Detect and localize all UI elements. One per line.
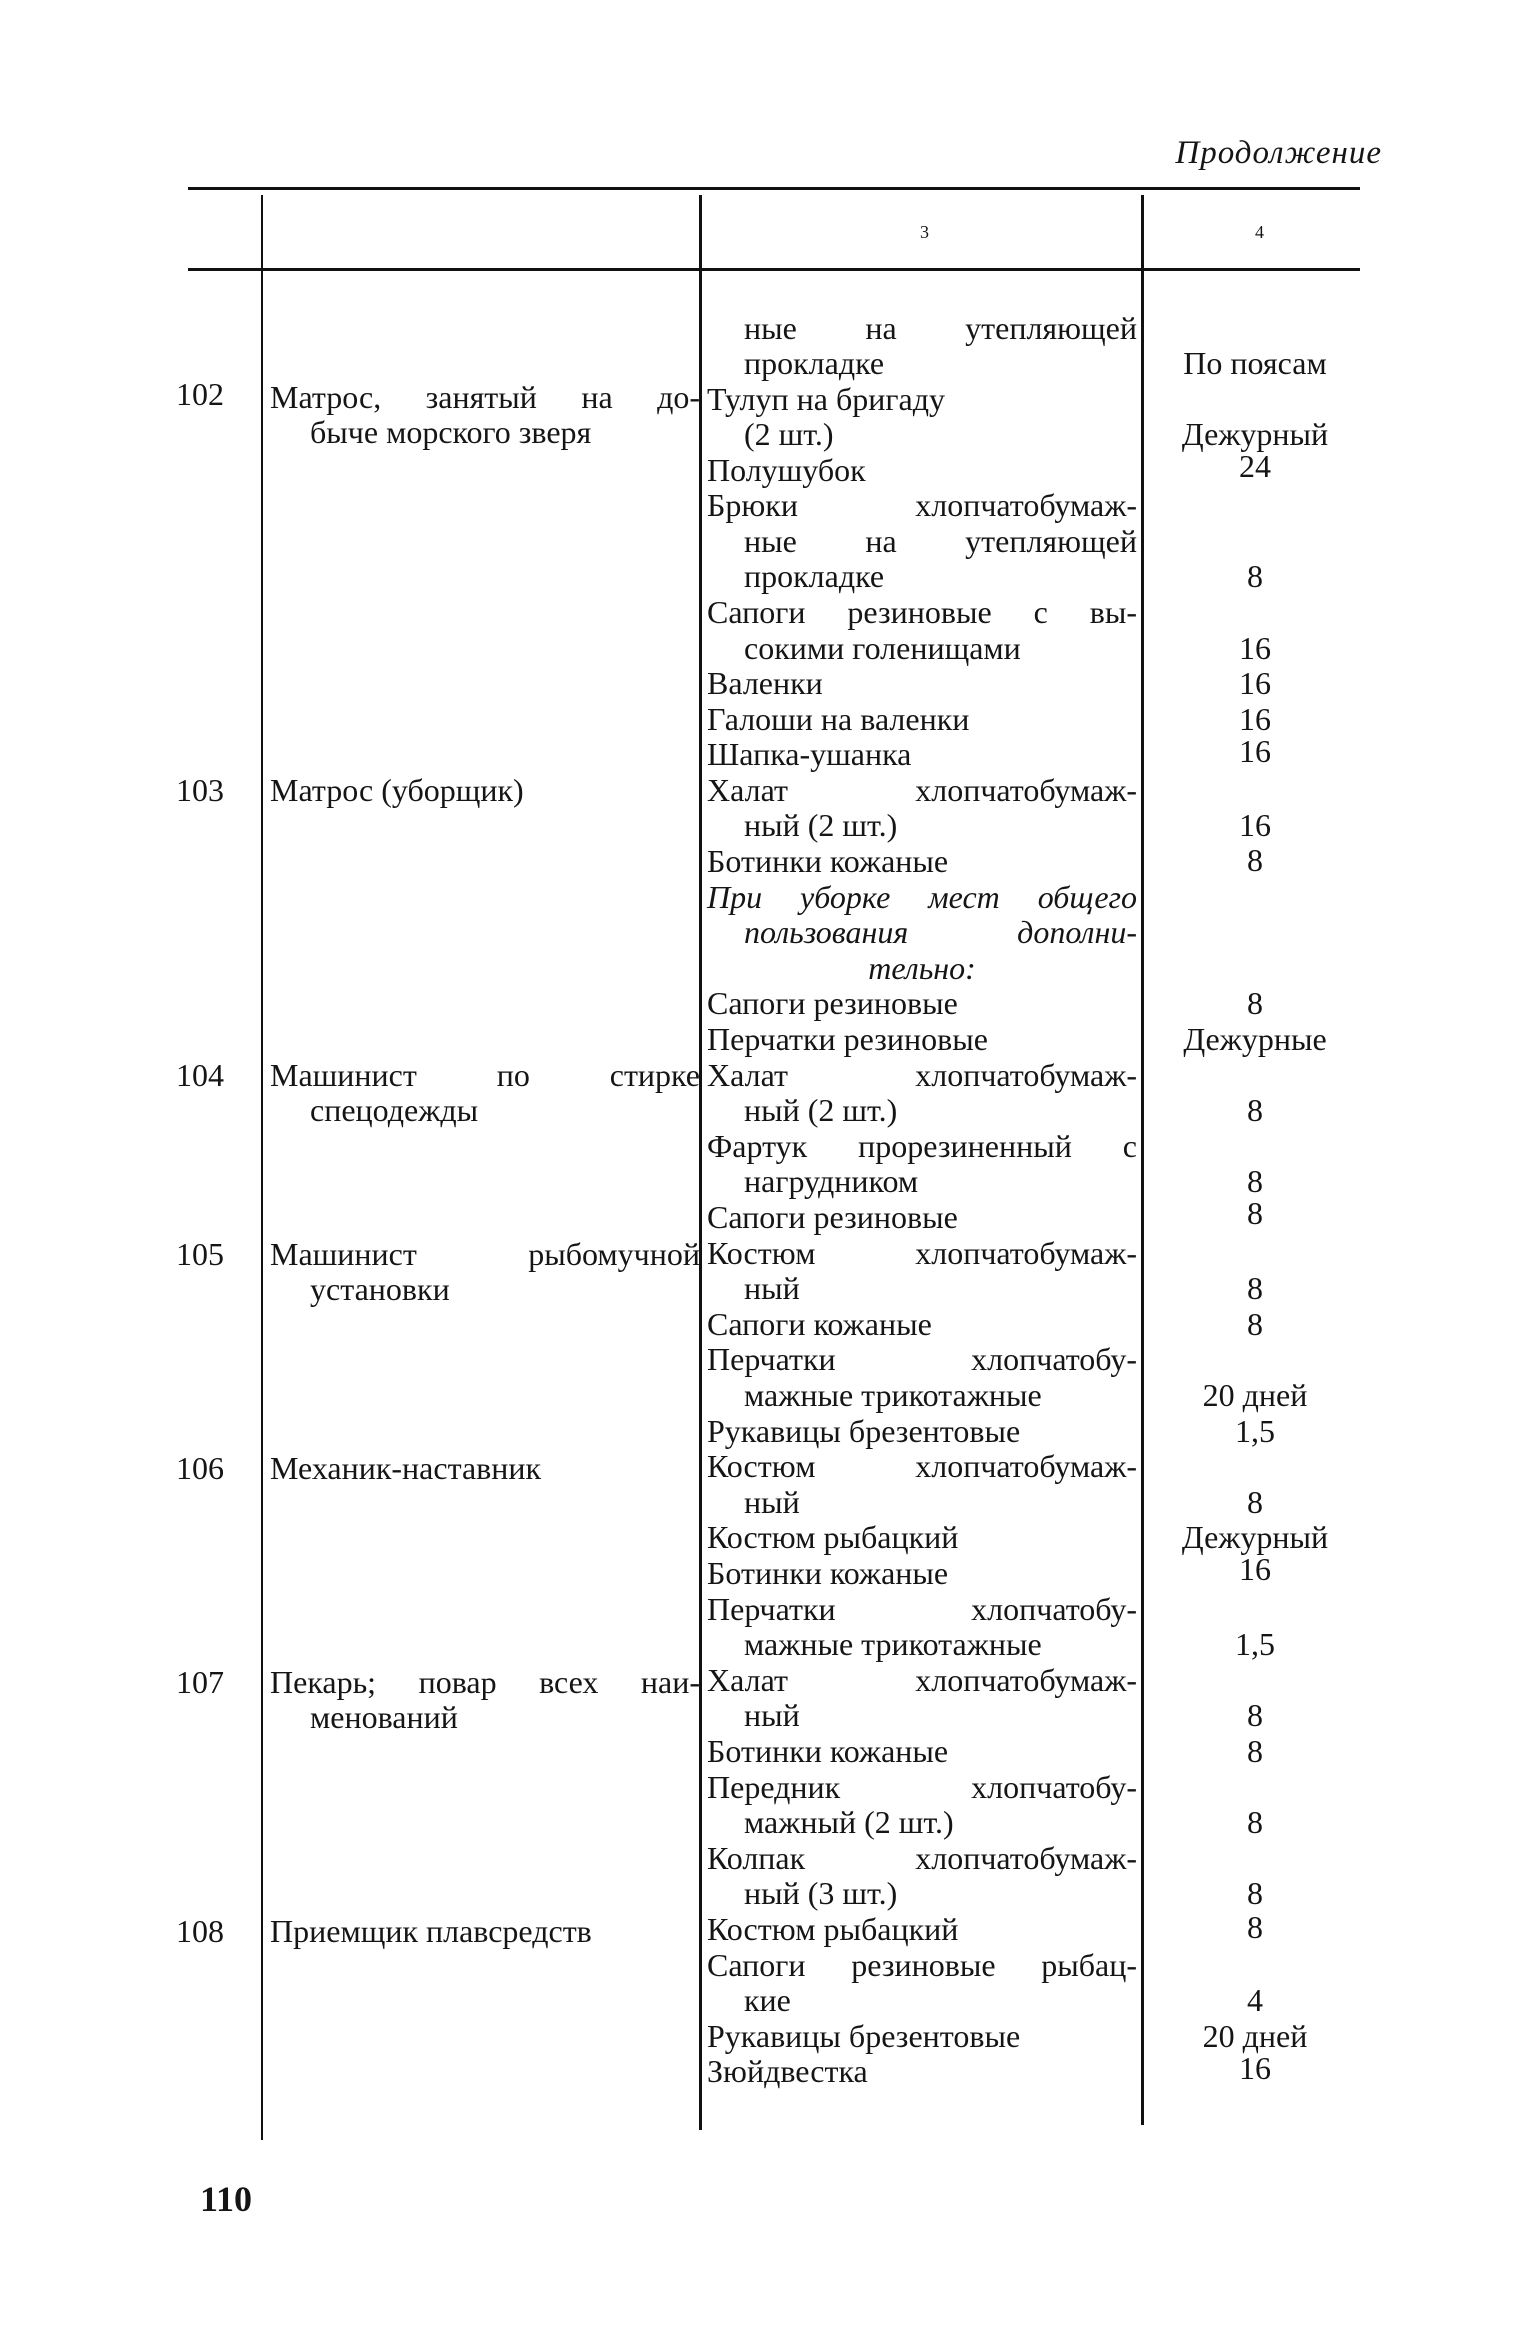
item-text: Костюм хлопчатобумаж-: [707, 1235, 1137, 1271]
header-col4-number: 4: [1255, 222, 1264, 242]
item-text: Рукавицы брезентовые: [707, 1413, 1021, 1449]
item-text: Сапоги резиновые: [707, 985, 958, 1021]
item-text: Перчатки хлопчатобу-: [707, 1591, 1137, 1627]
item-text: ный: [744, 1484, 800, 1520]
table-top-rule: [188, 187, 1360, 190]
wear-period: 16: [1239, 733, 1271, 769]
profession-text: Матрос, занятый на до-: [270, 379, 700, 415]
wear-period: 24: [1239, 448, 1271, 484]
profession-text: Машинист рыбомучной: [270, 1236, 700, 1272]
item-text: Халат хлопчатобумаж-: [707, 1662, 1137, 1698]
item-text: Колпак хлопчатобумаж-: [707, 1840, 1137, 1876]
profession-text: Матрос (уборщик): [270, 772, 524, 808]
item-text: Галоши на валенки: [707, 701, 970, 737]
row-number: 104: [176, 1057, 224, 1093]
wear-period: 16: [1239, 2050, 1271, 2086]
profession-text: Приемщик плавсредств: [270, 1913, 592, 1949]
wear-period: 1,5: [1235, 1413, 1275, 1449]
item-text: Сапоги резиновые с вы-: [707, 594, 1137, 630]
item-text: Брюки хлопчатобумаж-: [707, 487, 1137, 523]
col-divider-3: [1141, 195, 1144, 2125]
wear-period: 16: [1239, 630, 1271, 666]
profession-text: Механик-наставник: [270, 1450, 542, 1486]
wear-period: 16: [1239, 701, 1271, 737]
item-text: Перчатки резиновые: [707, 1021, 988, 1057]
item-text: пользования дополни-: [744, 914, 1137, 950]
wear-period: 16: [1239, 665, 1271, 701]
item-text: ный (2 шт.): [744, 1092, 898, 1128]
row-number: 102: [176, 376, 224, 412]
wear-period: 8: [1247, 1195, 1263, 1231]
item-text: кие: [744, 1982, 791, 2018]
row-number: 107: [176, 1664, 224, 1700]
item-text: Костюм хлопчатобумаж-: [707, 1448, 1137, 1484]
item-text: Полушубок: [707, 452, 866, 488]
item-text: тельно:: [868, 950, 976, 986]
item-text: Перчатки хлопчатобу-: [707, 1341, 1137, 1377]
wear-period: 20 дней: [1202, 1377, 1308, 1413]
wear-period: 4: [1247, 1982, 1263, 2018]
continuation-label: Продолжение: [1175, 135, 1382, 171]
item-text: нагрудником: [744, 1163, 919, 1199]
header-col3-number: 3: [920, 222, 929, 242]
wear-period: 8: [1247, 1270, 1263, 1306]
item-text: Костюм рыбацкий: [707, 1911, 959, 1947]
item-text: ный (3 шт.): [744, 1875, 898, 1911]
item-text: При уборке мест общего: [707, 879, 1137, 915]
wear-period: 8: [1247, 1875, 1263, 1911]
item-text: ные на утепляющей: [744, 523, 1137, 559]
wear-period: Дежурный: [1181, 1519, 1329, 1555]
col-divider-2: [699, 195, 702, 2130]
wear-period: 8: [1247, 842, 1263, 878]
item-text: Зюйдвестка: [707, 2053, 868, 2089]
wear-period: Дежурный: [1181, 416, 1329, 452]
item-text: ный: [744, 1270, 800, 1306]
item-text: Ботинки кожаные: [707, 1733, 949, 1769]
page-number: 110: [200, 2179, 253, 2219]
item-text: Костюм рыбацкий: [707, 1519, 959, 1555]
profession-text: Пекарь; повар всех наи-: [270, 1664, 700, 1700]
wear-period: 8: [1247, 558, 1263, 594]
wear-period: 20 дней: [1202, 2018, 1308, 2054]
item-text: ный: [744, 1697, 800, 1733]
item-text: Передник хлопчатобу-: [707, 1769, 1137, 1805]
item-text: Тулуп на бригаду: [707, 381, 945, 417]
item-text: Сапоги резиновые: [707, 1199, 958, 1235]
item-text: Халат хлопчатобумаж-: [707, 1057, 1137, 1093]
item-text: мажный (2 шт.): [744, 1804, 954, 1840]
item-text: Ботинки кожаные: [707, 843, 949, 879]
wear-period: 8: [1247, 1484, 1263, 1520]
item-text: ный (2 шт.): [744, 807, 898, 843]
item-text: прокладке: [744, 558, 885, 594]
profession-text: быче морского зверя: [310, 414, 592, 450]
row-number: 103: [176, 772, 224, 808]
row-number: 108: [176, 1913, 224, 1949]
item-text: Ботинки кожаные: [707, 1555, 949, 1591]
profession-text: Машинист по стирке: [270, 1057, 700, 1093]
wear-period: 1,5: [1235, 1626, 1275, 1662]
item-text: Сапоги кожаные: [707, 1306, 932, 1342]
item-text: прокладке: [744, 345, 885, 381]
item-text: мажные трикотажные: [744, 1377, 1042, 1413]
profession-text: спецодежды: [310, 1092, 479, 1128]
wear-period: 8: [1247, 1909, 1263, 1945]
profession-text: менований: [310, 1699, 458, 1735]
wear-period: 8: [1247, 1163, 1263, 1199]
wear-period: 16: [1239, 807, 1271, 843]
item-text: Халат хлопчатобумаж-: [707, 772, 1137, 808]
wear-period: 8: [1247, 1733, 1263, 1769]
table-header-rule: [188, 268, 1360, 271]
item-text: Рукавицы брезентовые: [707, 2018, 1021, 2054]
row-number: 106: [176, 1450, 224, 1486]
wear-period: 8: [1247, 985, 1263, 1021]
profession-text: установки: [310, 1271, 450, 1307]
item-text: Фартук прорезиненный с: [707, 1128, 1137, 1164]
wear-period: 8: [1247, 1092, 1263, 1128]
wear-period: По поясам: [1183, 345, 1327, 381]
item-text: мажные трикотажные: [744, 1626, 1042, 1662]
item-text: сокими голенищами: [744, 630, 1021, 666]
wear-period: Дежурные: [1183, 1021, 1327, 1057]
wear-period: 16: [1239, 1551, 1271, 1587]
item-text: ные на утепляющей: [744, 310, 1137, 346]
row-number: 105: [176, 1236, 224, 1272]
item-text: Сапоги резиновые рыбац-: [707, 1947, 1137, 1983]
col-divider-1: [261, 195, 263, 2140]
wear-period: 8: [1247, 1804, 1263, 1840]
wear-period: 8: [1247, 1306, 1263, 1342]
item-text: (2 шт.): [744, 416, 834, 452]
wear-period: 8: [1247, 1697, 1263, 1733]
item-text: Валенки: [707, 665, 823, 701]
item-text: Шапка-ушанка: [707, 736, 912, 772]
